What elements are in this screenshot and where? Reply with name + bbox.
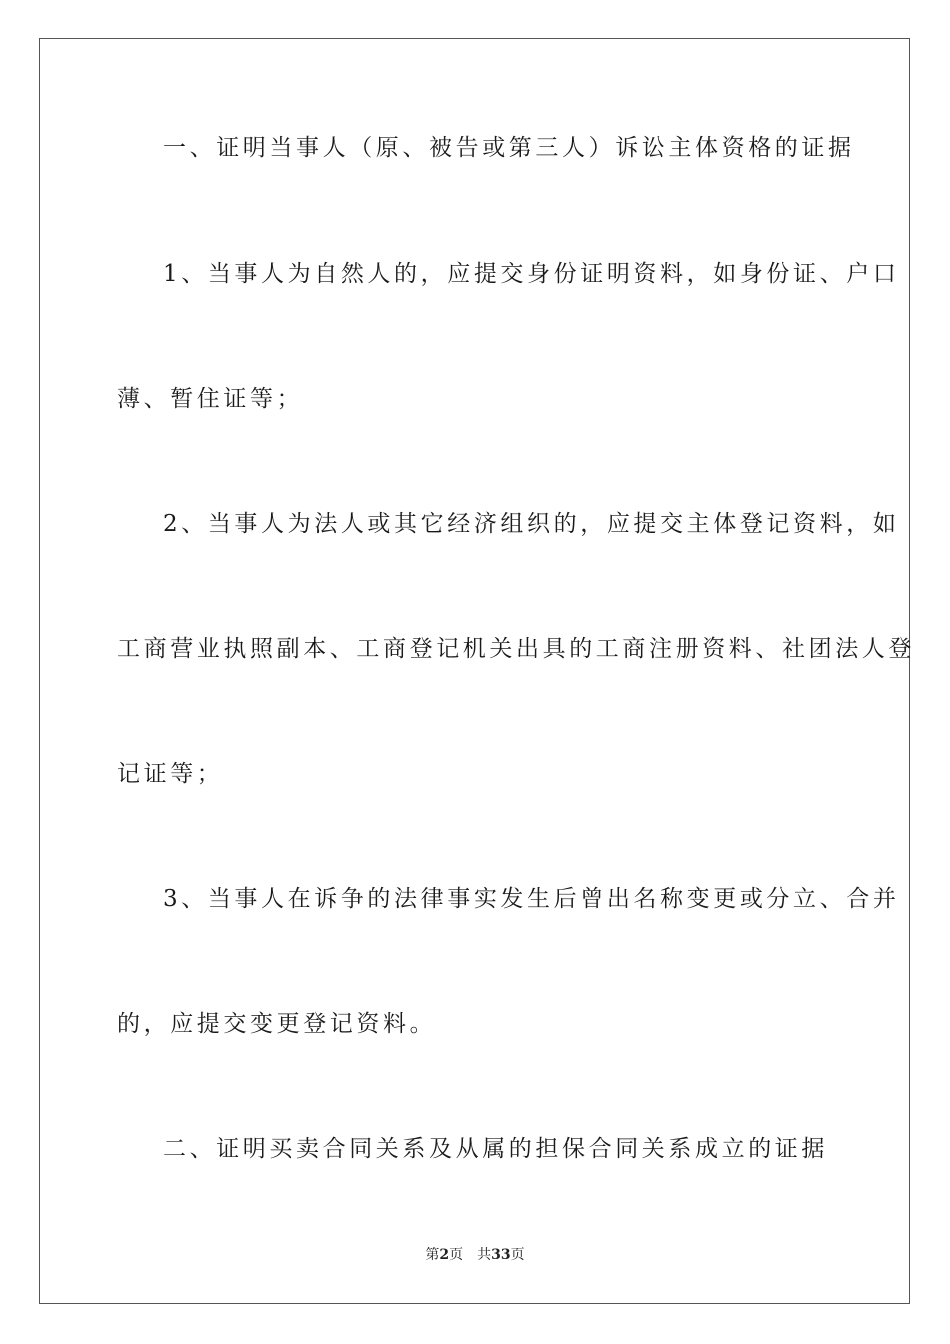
page-label-prefix: 第	[425, 1247, 440, 1263]
paragraph-line: 2、当事人为法人或其它经济组织的，应提交主体登记资料，如	[163, 511, 900, 537]
paragraph-line: 薄、暂住证等；	[117, 386, 304, 412]
page-label-suffix: 页	[449, 1247, 464, 1263]
paragraph-line: 1、当事人为自然人的，应提交身份证明资料，如身份证、户口	[163, 261, 900, 287]
total-pages: 33	[491, 1247, 511, 1263]
page-number: 2	[439, 1247, 450, 1263]
heading-section-1: 一、证明当事人（原、被告或第三人）诉讼主体资格的证据	[163, 135, 855, 161]
paragraph-line: 工商营业执照副本、工商登记机关出具的工商注册资料、社团法人登	[117, 636, 915, 662]
page-frame	[39, 38, 915, 1304]
total-label-prefix: 共	[477, 1247, 492, 1263]
page-footer	[0, 1246, 950, 1264]
total-label-suffix: 页	[510, 1247, 525, 1263]
heading-section-2: 二、证明买卖合同关系及从属的担保合同关系成立的证据	[163, 1136, 828, 1162]
paragraph-line: 记证等；	[117, 761, 224, 787]
paragraph-line: 3、当事人在诉争的法律事实发生后曾出名称变更或分立、合并	[163, 886, 900, 912]
paragraph-line: 的，应提交变更登记资料。	[117, 1011, 437, 1037]
